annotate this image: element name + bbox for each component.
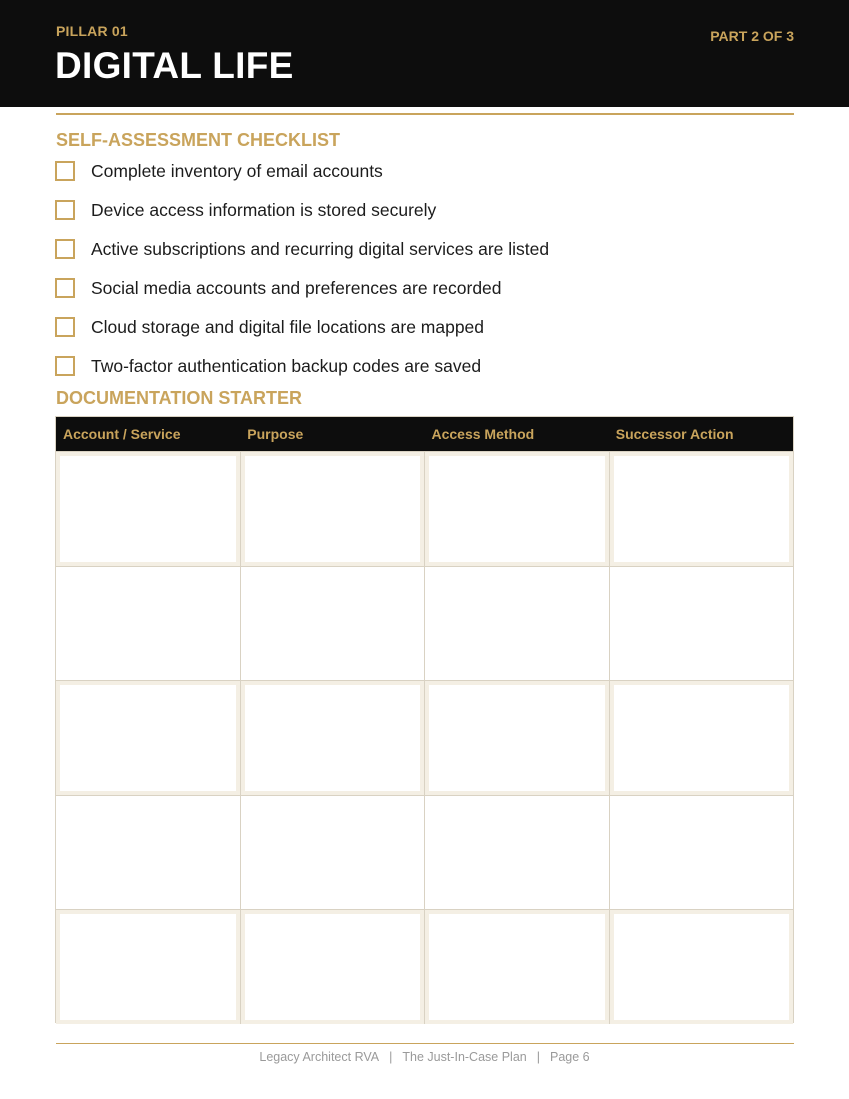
table-cell[interactable] (609, 567, 794, 681)
checklist-item-label: Device access information is stored securely (91, 200, 437, 220)
table-row (56, 909, 793, 1024)
table-row (56, 795, 793, 910)
footer-org: Legacy Architect RVA (259, 1050, 380, 1064)
table-cell[interactable] (240, 567, 425, 681)
table-cell[interactable] (56, 452, 240, 566)
table-cell[interactable] (56, 681, 240, 795)
table-cell[interactable] (56, 796, 240, 910)
table-cell[interactable] (240, 910, 425, 1024)
checklist-item-label: Complete inventory of email accounts (91, 161, 383, 181)
self-assessment-checklist (55, 160, 549, 394)
documentation-title: DOCUMENTATION STARTER (56, 388, 302, 408)
footer-plan-name: The Just-In-Case Plan (402, 1050, 527, 1064)
checklist-title: SELF-ASSESSMENT CHECKLIST (56, 130, 341, 150)
table-cell[interactable] (609, 796, 794, 910)
table-cell[interactable] (56, 567, 240, 681)
table-row (56, 680, 793, 795)
table-cell[interactable] (424, 452, 609, 566)
checklist-item (55, 160, 549, 199)
checkbox[interactable] (55, 317, 75, 337)
footer-separator: | (389, 1050, 393, 1064)
column-header-successor-action: Successor Action (615, 426, 734, 442)
page-header (0, 0, 849, 107)
checklist-item-label: Active subscriptions and recurring digital services are listed (91, 239, 550, 259)
table-row (56, 566, 793, 681)
pillar-label: PILLAR 01 (56, 23, 128, 39)
checkbox[interactable] (55, 356, 75, 376)
footer-page-number: Page 6 (549, 1050, 590, 1064)
table-cell[interactable] (609, 910, 794, 1024)
checklist-item (55, 238, 549, 277)
footer-divider (56, 1043, 794, 1044)
table-cell[interactable] (424, 796, 609, 910)
table-cell[interactable] (240, 452, 425, 566)
column-header-purpose: Purpose (247, 426, 304, 442)
column-header-account: Account / Service (63, 426, 181, 442)
table-cell[interactable] (240, 681, 425, 795)
footer-separator: | (536, 1050, 540, 1064)
documentation-table (55, 416, 794, 1023)
checklist-item-label: Two-factor authentication backup codes are saved (91, 356, 482, 376)
table-row (56, 451, 793, 566)
table-header (56, 417, 793, 451)
checkbox[interactable] (55, 161, 75, 181)
table-cell[interactable] (424, 910, 609, 1024)
page-footer (0, 1050, 849, 1064)
table-cell[interactable] (56, 910, 240, 1024)
checkbox[interactable] (55, 239, 75, 259)
checklist-item (55, 277, 549, 316)
checkbox[interactable] (55, 200, 75, 220)
table-cell[interactable] (424, 567, 609, 681)
table-cell[interactable] (424, 681, 609, 795)
checklist-item (55, 199, 549, 238)
checklist-item-label: Cloud storage and digital file locations are mapped (91, 317, 485, 337)
checklist-item (55, 316, 549, 355)
checkbox[interactable] (55, 278, 75, 298)
page-title: DIGITAL LIFE (55, 45, 294, 86)
column-header-access-method: Access Method (431, 426, 535, 442)
table-cell[interactable] (609, 681, 794, 795)
table-cell[interactable] (240, 796, 425, 910)
checklist-item-label: Social media accounts and preferences are recorded (91, 278, 502, 298)
table-cell[interactable] (609, 452, 794, 566)
part-indicator: PART 2 OF 3 (710, 28, 794, 44)
header-divider (56, 113, 794, 115)
